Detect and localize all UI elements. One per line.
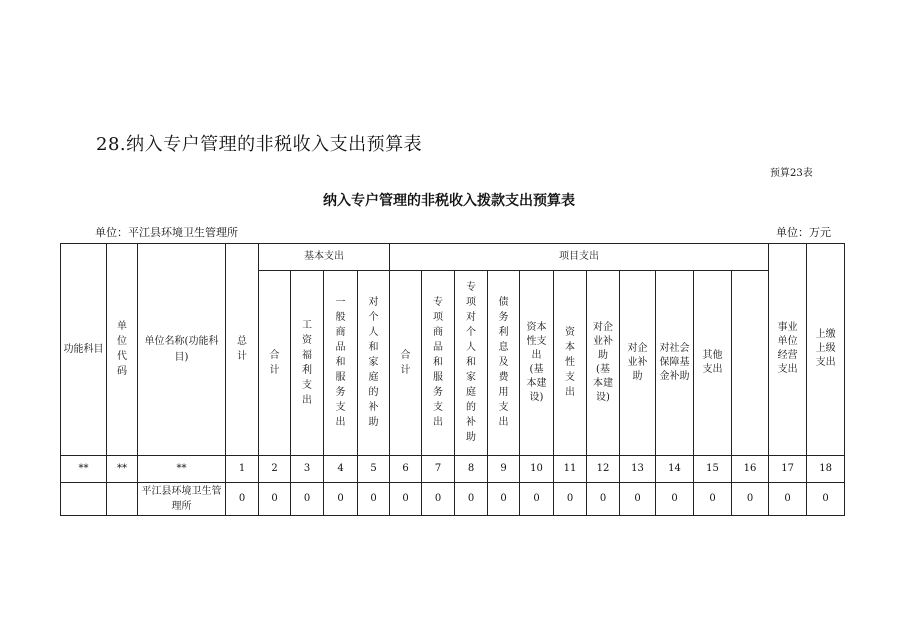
header-project-total: 合计: [390, 271, 422, 456]
func-subject-cell: [61, 483, 107, 516]
unit-code-cell: [107, 483, 138, 516]
index-cell: 17: [769, 456, 807, 483]
value-cell: 0: [656, 483, 694, 516]
value-cell: 0: [769, 483, 807, 516]
value-cell: 0: [732, 483, 769, 516]
header-unit-code: 单位代码: [107, 244, 138, 456]
value-cell: 0: [324, 483, 358, 516]
index-cell: 11: [554, 456, 587, 483]
index-cell: 16: [732, 456, 769, 483]
header-capital-basic: 资本性支出(基本建设): [520, 271, 554, 456]
index-cell: 8: [455, 456, 488, 483]
section-title: 28.纳入专户管理的非税收入支出预算表: [96, 134, 423, 155]
value-cell: 0: [358, 483, 390, 516]
value-cell: 0: [390, 483, 422, 516]
header-enterprise-basic: 对企业补助(基本建设): [587, 271, 620, 456]
header-social-security: 对社会保障基金补助: [656, 271, 694, 456]
value-cell: 0: [422, 483, 455, 516]
table-row: [61, 483, 845, 516]
index-cell: 3: [291, 456, 324, 483]
header-remit: 上缴上级支出: [807, 244, 845, 456]
index-cell: 10: [520, 456, 554, 483]
value-cell: 0: [620, 483, 656, 516]
header-goods-services: 一般商品和服务支出: [324, 271, 358, 456]
index-cell: 2: [259, 456, 291, 483]
form-number: 预算23表: [770, 168, 813, 179]
value-cell: 0: [259, 483, 291, 516]
index-cell: 15: [694, 456, 732, 483]
index-cell: 18: [807, 456, 845, 483]
index-cell: 5: [358, 456, 390, 483]
table-title: 纳入专户管理的非税收入拨款支出预算表: [323, 193, 575, 209]
header-total: 总计: [226, 244, 259, 456]
value-cell: 0: [455, 483, 488, 516]
header-special-personal: 专项对个人和家庭的补助: [455, 271, 488, 456]
header-enterprise: 对企业补助: [620, 271, 656, 456]
reporting-unit: 单位：平江县环境卫生管理所: [95, 226, 238, 239]
value-cell: 0: [554, 483, 587, 516]
index-cell: 6: [390, 456, 422, 483]
value-cell: 0: [226, 483, 259, 516]
index-cell: 12: [587, 456, 620, 483]
index-cell: 7: [422, 456, 455, 483]
index-cell: 9: [488, 456, 520, 483]
value-cell: 0: [807, 483, 845, 516]
header-func-subject: 功能科目: [61, 244, 107, 456]
header-business: 事业单位经营支出: [769, 244, 807, 456]
index-row: [61, 456, 845, 483]
header-personal-subsidy: 对个人和家庭的补助: [358, 271, 390, 456]
index-cell: **: [107, 456, 138, 483]
index-cell: **: [61, 456, 107, 483]
value-cell: 0: [291, 483, 324, 516]
header-basic-total: 合计: [259, 271, 291, 456]
index-cell: 14: [656, 456, 694, 483]
header-special-goods: 专项商品和服务支出: [422, 271, 455, 456]
value-cell: 0: [694, 483, 732, 516]
index-cell: **: [138, 456, 226, 483]
value-cell: 0: [520, 483, 554, 516]
header-row-groups: [61, 244, 845, 271]
header-other: 其他支出: [694, 271, 732, 456]
value-cell: 0: [587, 483, 620, 516]
value-cell: 0: [488, 483, 520, 516]
header-basic-expenditure: 基本支出: [259, 244, 390, 271]
header-capital: 资本性支出: [554, 271, 587, 456]
unit-name-cell: 平江县环境卫生管理所: [138, 483, 226, 516]
header-debt-interest: 债务利息及费用支出: [488, 271, 520, 456]
header-unit-name: 单位名称(功能科目): [138, 244, 226, 456]
budget-table: [60, 243, 845, 516]
index-cell: 4: [324, 456, 358, 483]
header-project-expenditure: 项目支出: [390, 244, 769, 271]
header-wages: 工资福利支出: [291, 271, 324, 456]
index-cell: 1: [226, 456, 259, 483]
index-cell: 13: [620, 456, 656, 483]
currency-unit: 单位：万元: [776, 226, 831, 239]
